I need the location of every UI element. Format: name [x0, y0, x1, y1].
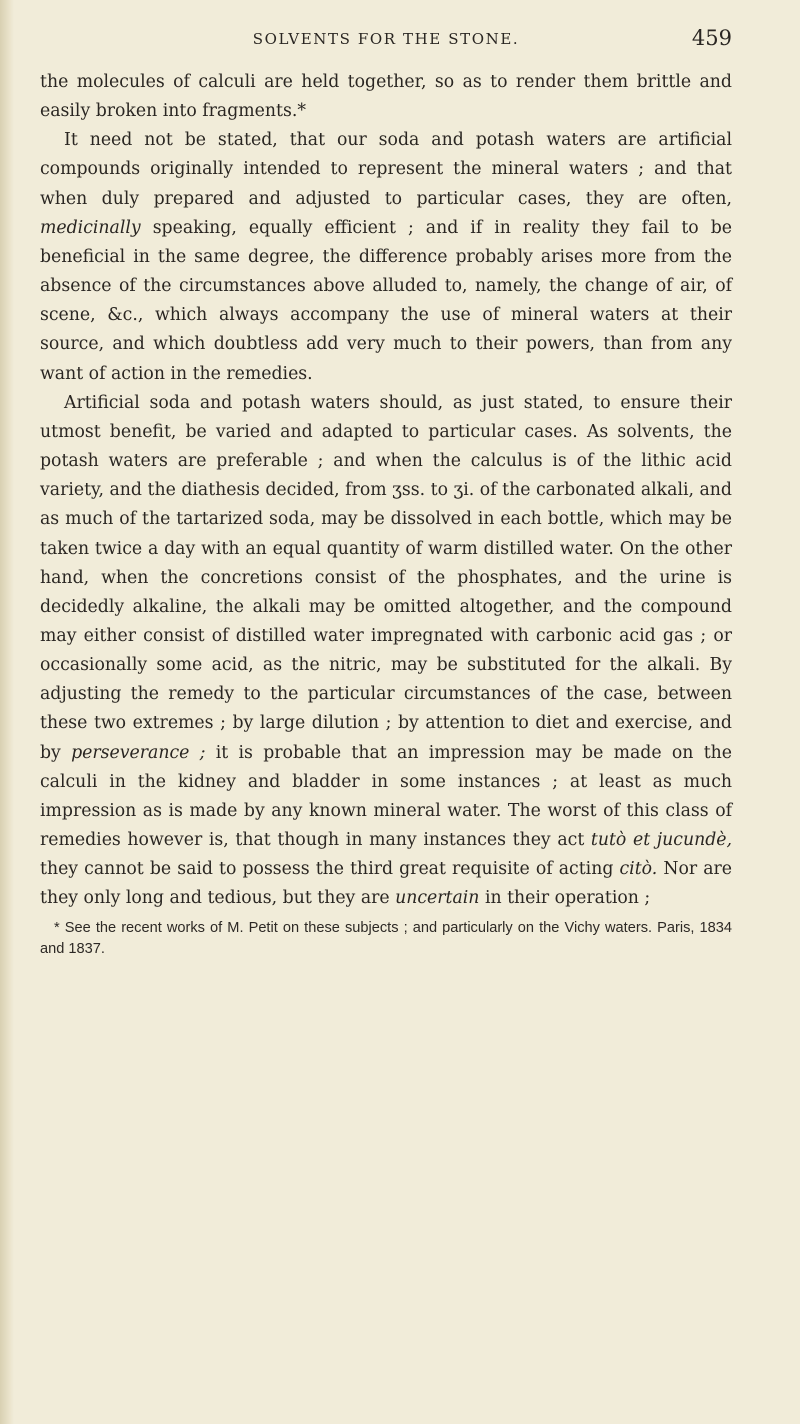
- italic-text: tutò et jucundè,: [590, 830, 732, 851]
- text-run: in their operation ;: [479, 888, 651, 909]
- text-run: It need not be stated, that our soda and potash waters are artificial compounds originally intended to represent the mineral waters ; and that when duly prepared and adjusted to particular cases, they are often,: [40, 130, 732, 209]
- italic-text: citò.: [619, 859, 658, 880]
- footnote: * See the recent works of M. Petit on these subjects ; and particularly on the Vichy waters. Paris, 1834 and 1837.: [40, 919, 732, 957]
- body-text: [40, 68, 732, 914]
- page-header: [40, 24, 732, 68]
- text-run: they cannot be said to possess the third great requisite of acting: [40, 859, 620, 880]
- page-binding-edge: [0, 0, 14, 1424]
- italic-text: perseverance ;: [71, 742, 206, 763]
- paragraph: [40, 389, 732, 914]
- paragraph: [40, 126, 732, 388]
- page-number: 459: [691, 26, 732, 50]
- running-head: SOLVENTS FOR THE STONE.: [252, 30, 520, 48]
- book-page: [40, 24, 732, 960]
- paragraph: [40, 68, 732, 126]
- text-run: Nor are they only long and tedious, but they are: [40, 859, 732, 909]
- text-run: it is probable that an impression may be made on the calculi in the kidney and bladder in some instances ; at least as much impression as is made by any known mineral water. The worst of this class of remedies however is, that though in many instances they act: [40, 742, 732, 851]
- text-run: Artificial soda and potash waters should, as just stated, to ensure their utmost benefit, be varied and adapted to particular cases. As solvents, the potash waters are preferable ; and when the calculus is of the lithic acid variety, and the diathesis decided, from ʒss. to ʒi. of the carbonated alkali, and as much of the tartarized soda, may be dissolved in each bottle, which may be taken twice a day with an equal quantity of warm distilled water. On the other hand, when the concretions consist of the phosphates, and the urine is decidedly alkaline, the alkali may be omitted altogether, and the compound may either consist of distilled water impregnated with carbonic acid gas ; or occasionally some acid, as the nitric, may be substituted for the alkali. By adjusting the remedy to the particular circumstances of the case, between these two extremes ; by large dilution ; by attention to diet and exercise, and by: [40, 392, 732, 763]
- text-run: speaking, equally efficient ; and if in reality they fail to be beneficial in the same degree, the difference probably arises more from the absence of the circumstances above alluded to, namely, the change of air, of scene, &c., which always accompany the use of mineral waters at their source, and which doubtless add very much to their powers, than from any want of action in the remedies.: [40, 217, 732, 384]
- italic-text: uncertain: [395, 888, 480, 909]
- italic-text: medicinally: [40, 217, 141, 238]
- text-run: the molecules of calculi are held together, so as to render them brittle and easily broken into fragments.*: [40, 72, 732, 122]
